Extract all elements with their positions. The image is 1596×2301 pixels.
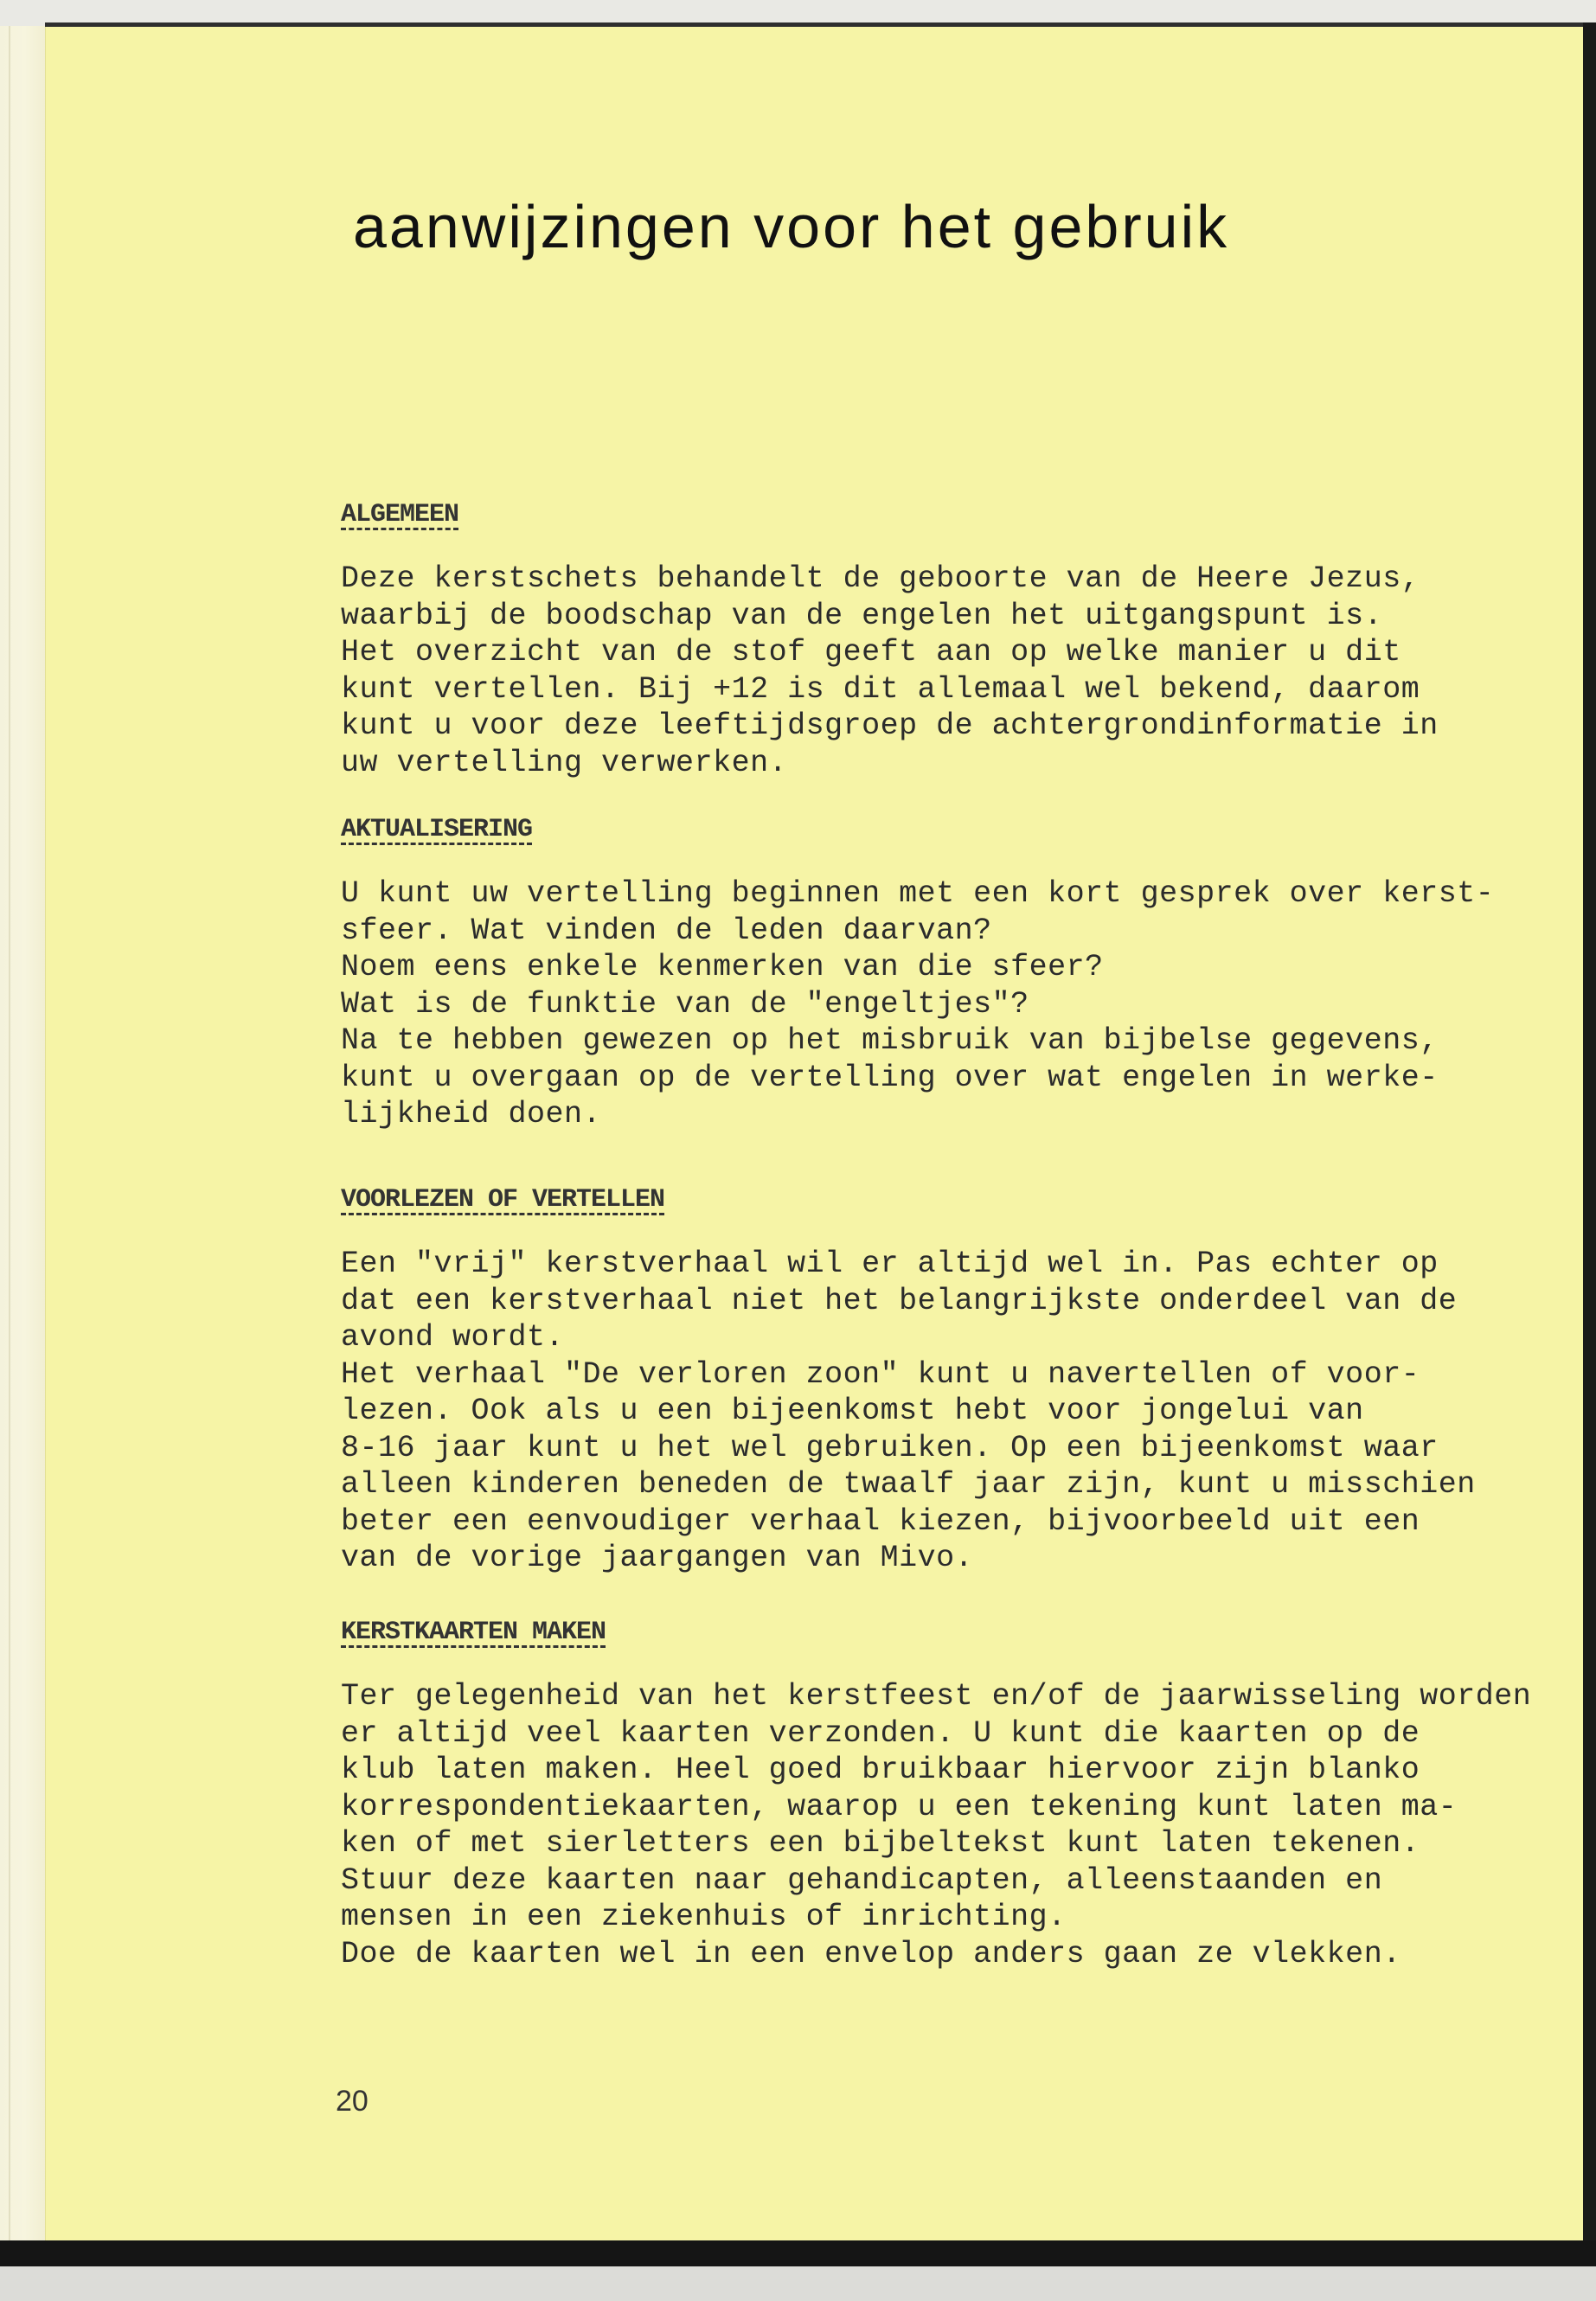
section-heading: ALGEMEEN [341,500,459,529]
text-line: lijkheid doen. [341,1097,602,1131]
text-line: 8-16 jaar kunt u het wel gebruiken. Op een bijeenkomst waar [341,1430,1439,1465]
section-body [341,875,1552,1133]
text-line: Een "vrij" kerstverhaal wil er altijd wel in. Pas echter op [341,1247,1439,1281]
section-heading: VOORLEZEN OF VERTELLEN [341,1185,665,1215]
text-line: U kunt uw vertelling beginnen met een kort gesprek over kerst- [341,876,1495,911]
text-line: korrespondentiekaarten, waarop u een tekening kunt laten ma- [341,1789,1458,1824]
page-title: aanwijzingen voor het gebruik [353,193,1230,260]
text-line: waarbij de boodschap van de engelen het uitgangspunt is. [341,598,1383,633]
scan-background [0,2266,1596,2301]
text-line: avond wordt. [341,1320,565,1355]
text-line: Noem eens enkele kenmerken van die sfeer? [341,950,1104,984]
text-line: lezen. Ook als u een bijeenkomst hebt voor jongelui van [341,1394,1364,1428]
section-kerstkaarten-maken [341,1618,1552,1972]
text-line: Wat is de funktie van de "engeltjes"? [341,986,1029,1022]
section-voorlezen-of-vertellen [341,1185,1552,1577]
section-body [341,1678,1552,1972]
text-line: ken of met sierletters een bijbeltekst kunt laten tekenen. [341,1826,1420,1861]
page-number: 20 [336,2085,369,2118]
section-aktualisering [341,815,1552,1133]
text-line: Het overzicht van de stof geeft aan op welke manier u dit [341,635,1401,670]
text-line: mensen in een ziekenhuis of inrichting. [341,1900,1067,1934]
page-top-border [45,22,1593,27]
text-line: Het verhaal "De verloren zoon" kunt u navertellen of voor- [341,1356,1420,1392]
text-line: Na te hebben gewezen op het misbruik van bijbelse gegevens, [341,1023,1439,1058]
text-line: kunt u voor deze leeftijdsgroep de achtergrondinformatie in [341,708,1439,743]
text-line: Ter gelegenheid van het kerstfeest en/of de jaarwisseling worden [341,1679,1532,1714]
section-body [341,1246,1552,1577]
text-line: Stuur deze kaarten naar gehandicapten, alleenstaanden en [341,1862,1383,1898]
page-right-border [1583,22,1596,2272]
section-algemeen [341,500,1552,781]
text-line: alleen kinderen beneden de twaalf jaar zijn, kunt u misschien [341,1467,1476,1502]
text-line: kunt u overgaan op de vertelling over wat engelen in werke- [341,1060,1439,1095]
text-line: dat een kerstverhaal niet het belangrijkste onderdeel van de [341,1283,1458,1318]
text-line: er altijd veel kaarten verzonden. U kunt die kaarten op de [341,1715,1420,1751]
text-line: van de vorige jaargangen van Mivo. [341,1541,974,1575]
page-bottom-border [0,2240,1596,2266]
section-heading: KERSTKAARTEN MAKEN [341,1618,606,1647]
text-line: sfeer. Wat vinden de leden daarvan? [341,913,992,948]
text-line: Doe de kaarten wel in een envelop anders gaan ze vlekken. [341,1936,1401,1971]
text-line: kunt vertellen. Bij +12 is dit allemaal wel bekend, daarom [341,671,1420,707]
section-heading: AKTUALISERING [341,815,533,844]
text-line: uw vertelling verwerken. [341,745,788,780]
text-line: beter een eenvoudiger verhaal kiezen, bijvoorbeeld uit een [341,1503,1420,1539]
section-body [341,561,1552,781]
text-line: Deze kerstschets behandelt de geboorte van de Heere Jezus, [341,561,1420,596]
text-line: klub laten maken. Heel goed bruikbaar hiervoor zijn blanko [341,1753,1420,1787]
